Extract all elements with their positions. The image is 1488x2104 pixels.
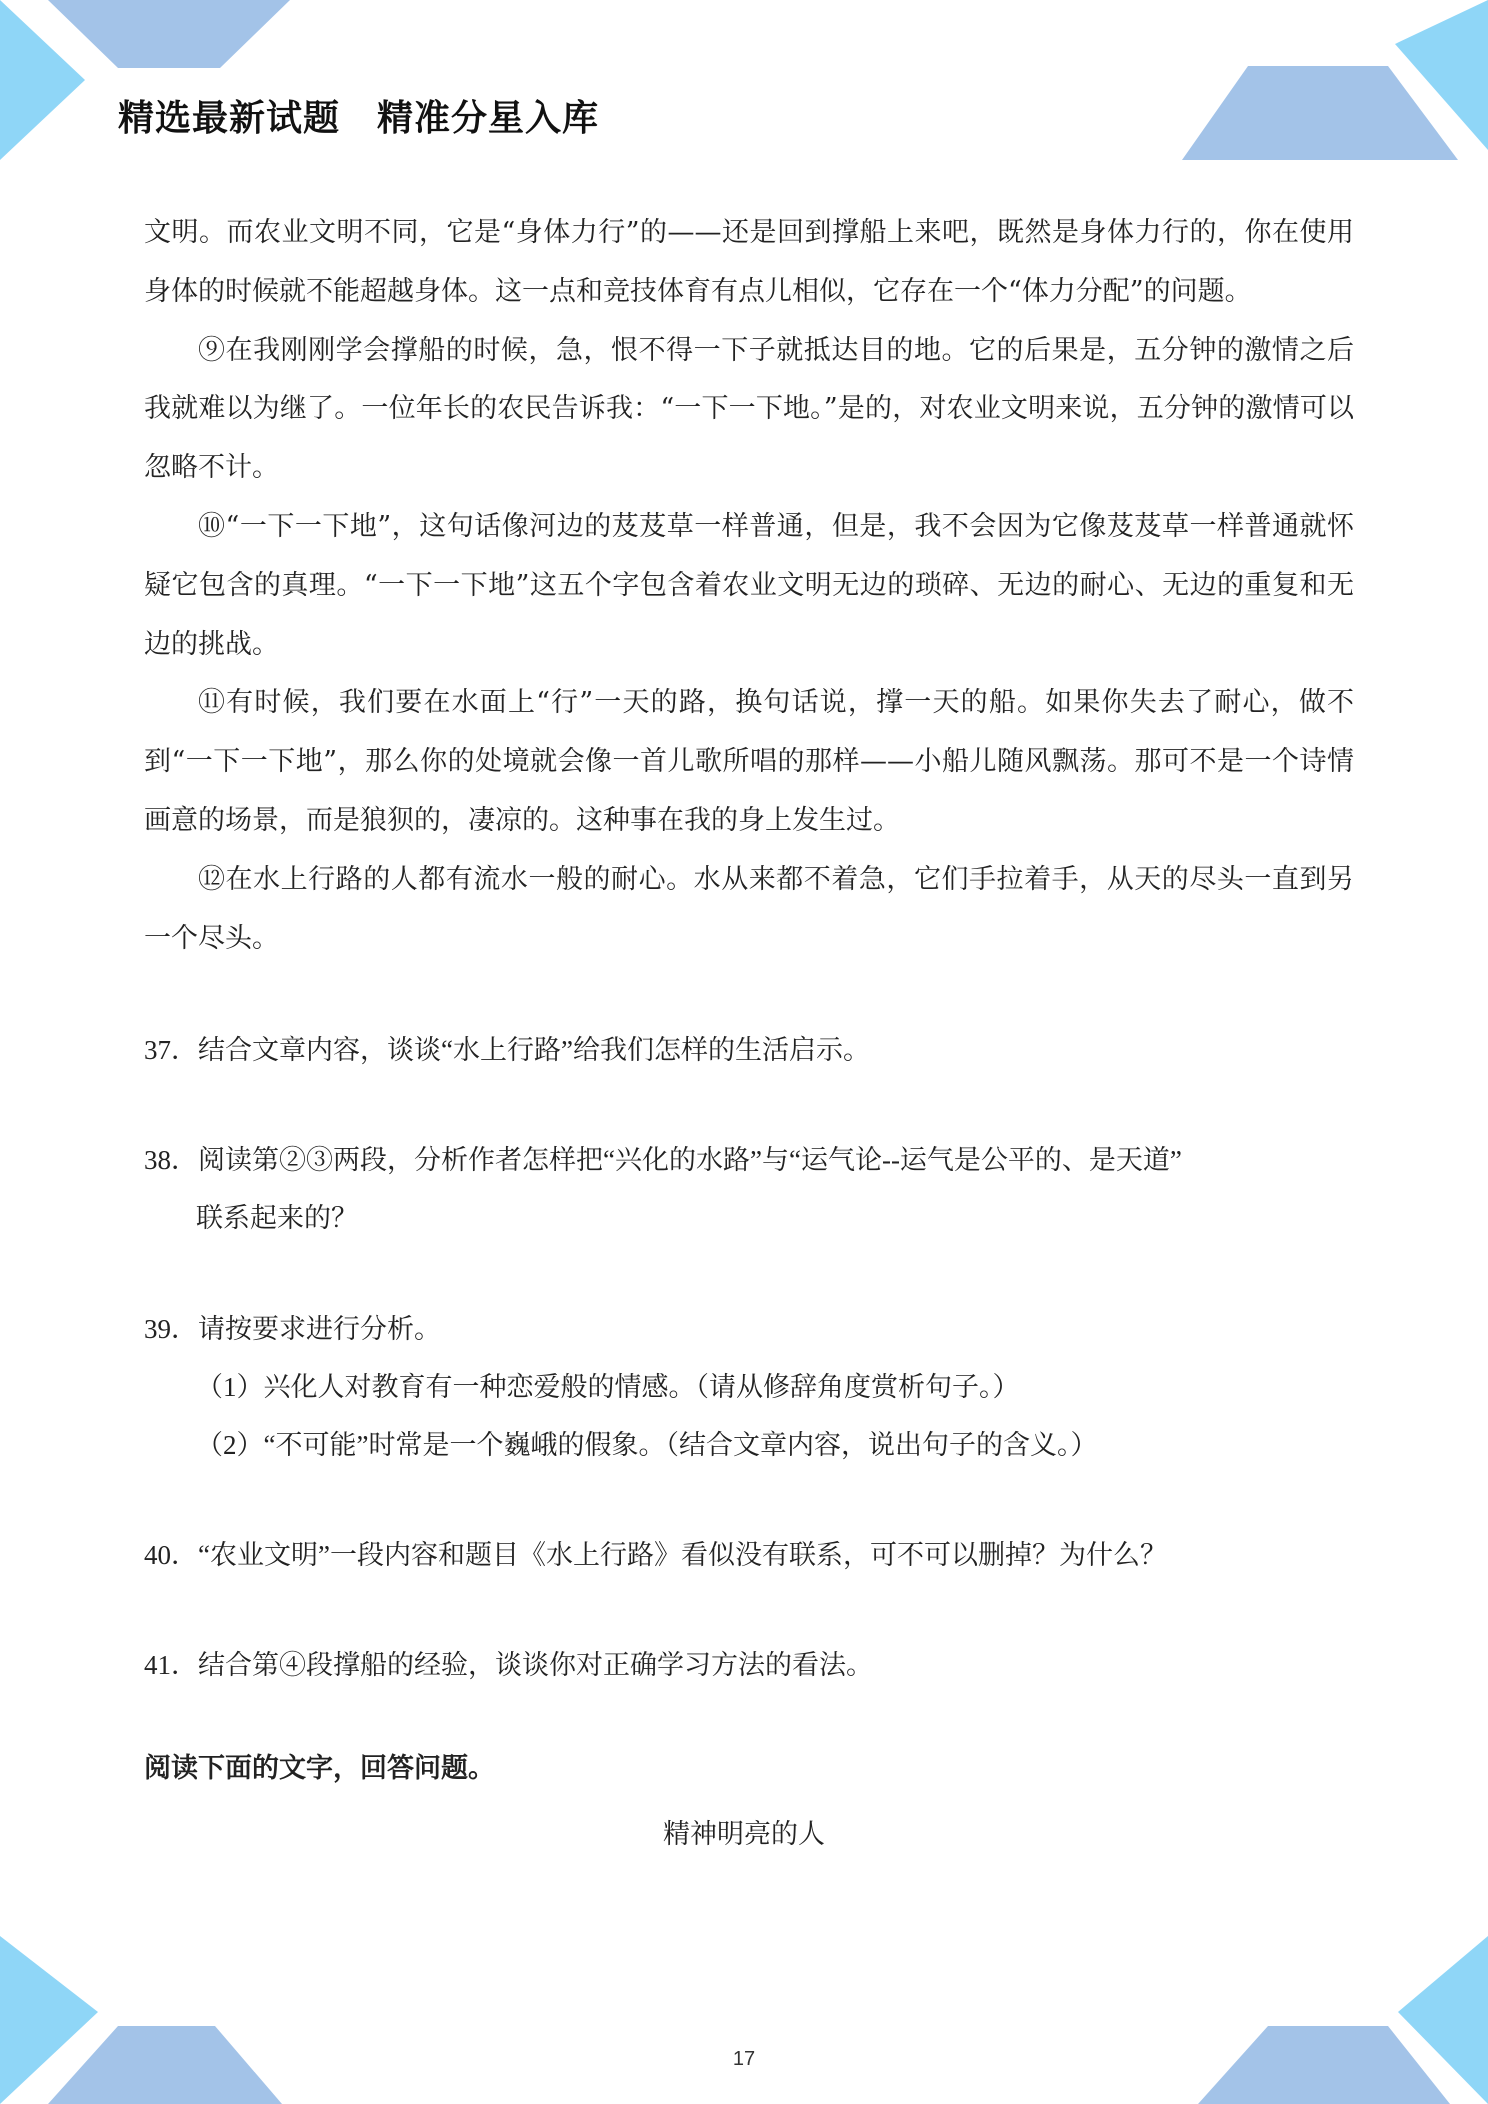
question-39-part-1: （1）兴化人对教育有一种恋爱般的情感。（请从修辞角度赏析句子。） [196, 1372, 1020, 1402]
passage-paragraph: ⑨在我刚刚学会撑船的时候，急，恨不得一下子就抵达目的地。它的后果是，五分钟的激情之后我就难以为继了。一位年长的农民告诉我：“一下一下地。”是的，对农业文明来说，五分钟的激情可以忽略不计。 [144, 334, 1354, 484]
question-number: 39． [144, 1314, 198, 1344]
question-41 [144, 1636, 1354, 1694]
question-39 [144, 1300, 1354, 1358]
story-title: 精神明亮的人 [663, 1819, 825, 1850]
top-left-trapezoid [48, 0, 290, 68]
passage-paragraph: 文明。而农业文明不同，它是“身体力行”的——还是回到撑船上来吧，既然是身体力行的，你在使用身体的时候就不能超越身体。这一点和竞技体育有点儿相似，它存在一个“体力分配”的问题。 [144, 217, 1354, 307]
question-text-continued: 联系起来的？ [196, 1203, 358, 1233]
reading-instruction: 阅读下面的文字，回答问题。 [144, 1753, 495, 1783]
passage-paragraph: ⑩“一下一下地”，这句话像河边的芨芨草一样普通，但是，我不会因为它像芨芨草一样普通就怀疑它包含的真理。“一下一下地”这五个字包含着农业文明无边的琐碎、无边的耐心、无边的重复和无边的挑战。 [144, 510, 1354, 660]
question-number: 38． [144, 1145, 198, 1175]
question-text: 结合第④段撑船的经验，谈谈你对正确学习方法的看法。 [198, 1650, 873, 1680]
page-number: 17 [732, 2048, 756, 2070]
question-number: 41． [144, 1650, 198, 1680]
question-text: 请按要求进行分析。 [198, 1314, 441, 1344]
passage-paragraph: ⑫在水上行路的人都有流水一般的耐心。水从来都不着急，它们手拉着手，从天的尽头一直到另一个尽头。 [144, 863, 1354, 954]
question-text: 结合文章内容，谈谈“水上行路”给我们怎样的生活启示。 [198, 1035, 870, 1065]
question-number: 40． [144, 1540, 198, 1570]
question-text: “农业文明”一段内容和题目《水上行路》看似没有联系，可不可以删掉？为什么？ [198, 1540, 1167, 1570]
question-number: 37． [144, 1035, 198, 1065]
question-38 [144, 1131, 1354, 1247]
passage-paragraph: ⑪有时候，我们要在水面上“行”一天的路，换句话说，撑一天的船。如果你失去了耐心，做不到“一下一下地”，那么你的处境就会像一首儿歌所唱的那样——小船儿随风飘荡。那可不是一个诗情画意的场景，而是狼狈的，凄凉的。这种事在我的身上发生过。 [144, 687, 1354, 836]
question-39-part-2: （2）“不可能”时常是一个巍峨的假象。（结合文章内容，说出句子的含义。） [196, 1430, 1098, 1460]
top-right-trapezoid [1182, 66, 1458, 160]
top-left-triangle [0, 0, 85, 160]
question-text: 阅读第②③两段，分析作者怎样把“兴化的水路”与“运气论--运气是公平的、是天道” [198, 1145, 1182, 1175]
header-title: 精选最新试题 精准分星入库 [118, 97, 600, 138]
reading-passage [144, 204, 1354, 968]
question-40 [144, 1526, 1354, 1584]
question-37 [144, 1021, 1354, 1079]
